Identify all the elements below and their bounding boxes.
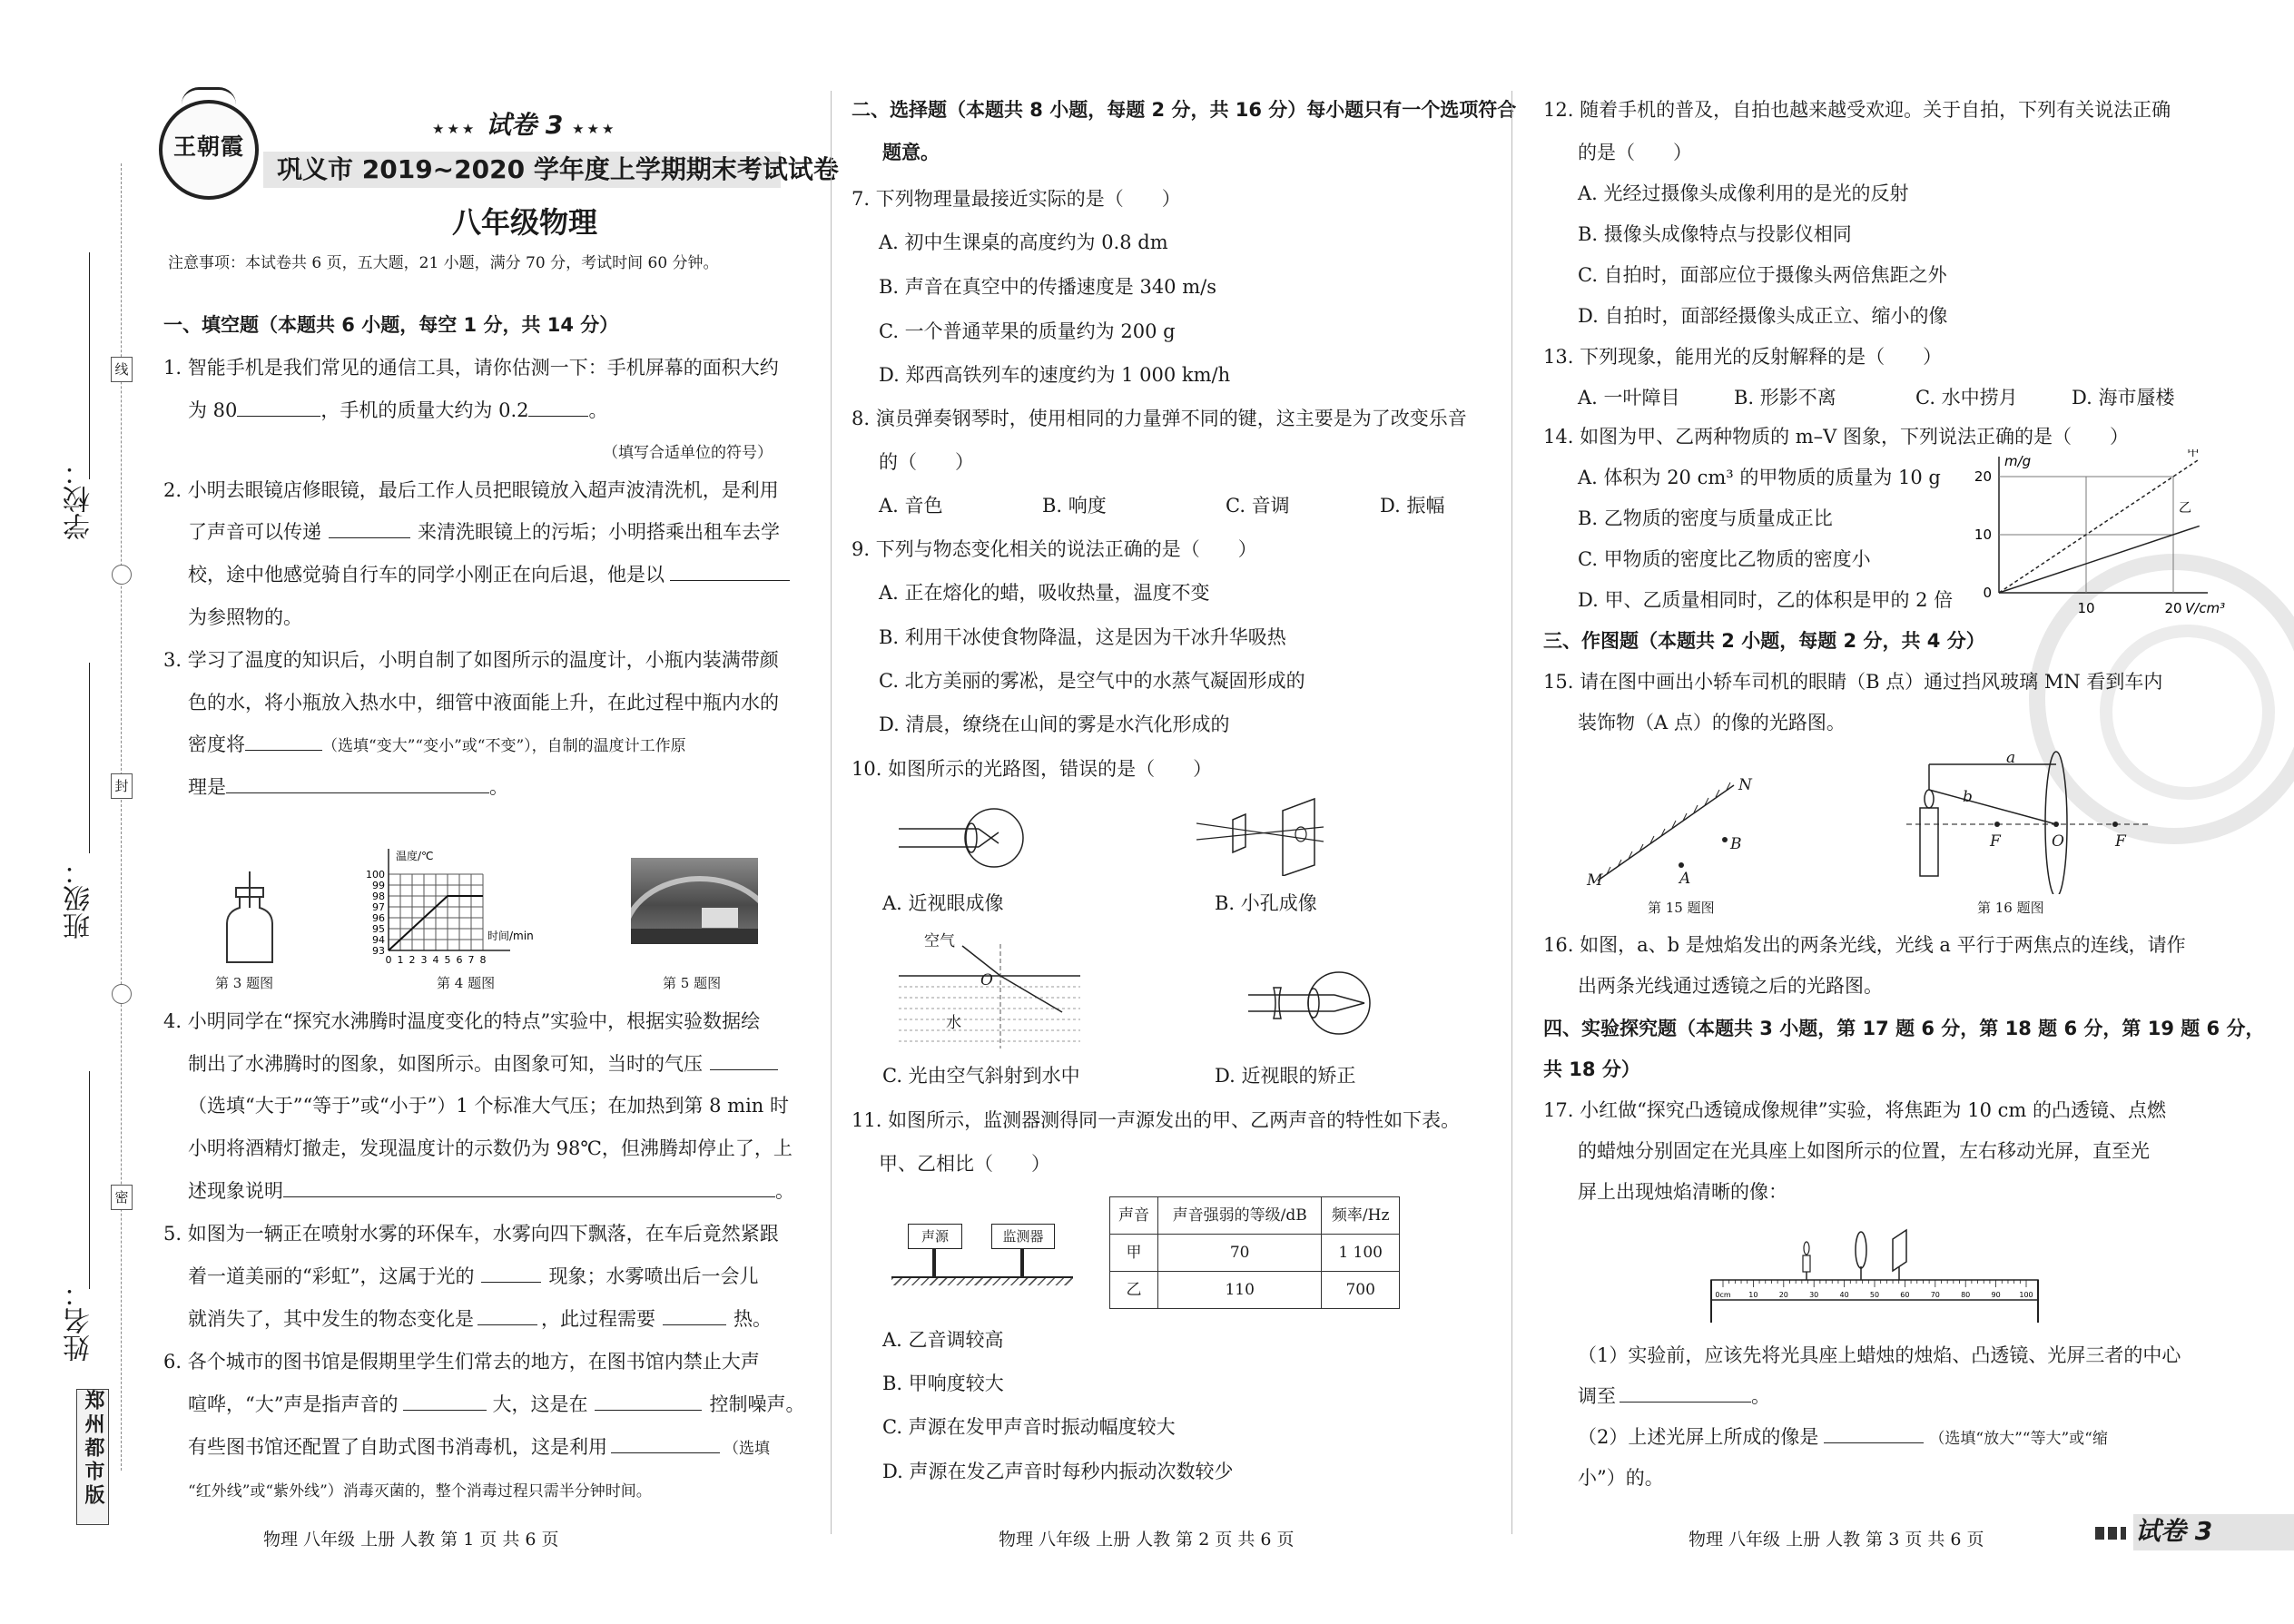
q6-blank-3[interactable] bbox=[611, 1429, 720, 1453]
bench-tick-label: 50 bbox=[1869, 1291, 1880, 1299]
q16-stem-2: 出两条光线通过透镜之后的光路图。 bbox=[1578, 975, 1883, 997]
q12-option-c[interactable]: C. 自拍时，面部应位于摄像头两倍焦距之外 bbox=[1578, 264, 1947, 286]
q11-sound-table bbox=[1109, 1196, 1400, 1309]
q4-text-b: 述现象说明 bbox=[188, 1180, 283, 1202]
q1-blank-1[interactable] bbox=[237, 392, 320, 417]
logo-crown-icon bbox=[182, 87, 236, 104]
q11-row-1-hz: 1 100 bbox=[1322, 1235, 1400, 1272]
q8-option-d[interactable]: D. 振幅 bbox=[1380, 495, 1445, 517]
q11-table-header bbox=[1110, 1197, 1400, 1235]
column-2 bbox=[844, 0, 1516, 1624]
q6-blank-1[interactable] bbox=[403, 1386, 487, 1411]
q5-text-c: 就消失了，其中发生的物态变化是 bbox=[188, 1308, 474, 1330]
q5-text-b: 现象；水雾喷出后一会儿 bbox=[548, 1265, 759, 1287]
publisher-logo bbox=[159, 100, 259, 200]
q17-text-d: （选填“放大”“等大”或“缩 bbox=[1929, 1430, 2108, 1448]
q2-text-b: 来清洗眼镜上的污垢；小明搭乘出租车去学 bbox=[418, 521, 780, 543]
q12-option-a[interactable]: A. 光经过摄像头成像利用的是光的反射 bbox=[1578, 182, 1909, 204]
q17-stem-3: 屏上出现烛焰清晰的像： bbox=[1578, 1181, 1787, 1203]
seal-mark-3: 密 bbox=[111, 1185, 133, 1210]
q10-figure-d-correction bbox=[1248, 962, 1375, 1044]
q17-stem-2: 的蜡烛分别固定在光具座上如图所示的位置，左右移动光屏，直至光 bbox=[1578, 1140, 2150, 1162]
optical-bench-svg bbox=[1707, 1221, 2043, 1330]
name-label: 姓名： bbox=[64, 1280, 95, 1362]
q9-option-c[interactable]: C. 北方美丽的雾凇，是空气中的水蒸气凝固形成的 bbox=[879, 670, 1305, 692]
q1-line-1: 1. 智能手机是我们常见的通信工具，请你估测一下：手机屏幕的面积大约 bbox=[163, 357, 779, 379]
page-2-footer: 物理 八年级 上册 人教 第 2 页 共 6 页 bbox=[999, 1530, 1295, 1550]
graph4-y-tick: 94 bbox=[372, 934, 385, 946]
section-4-title: 四、实验探究题（本题共 3 小题，第 17 题 6 分，第 18 题 6 分，第 19 题 6 分， bbox=[1543, 1018, 2265, 1039]
q16-stem-1: 16. 如图，a、b 是烛焰发出的两条光线，光线 a 平行于两焦点的连线，请作 bbox=[1543, 934, 2186, 956]
graph14-label-a: 甲 bbox=[2186, 449, 2200, 459]
q5-line-2 bbox=[188, 1255, 758, 1298]
column-divider-2 bbox=[1511, 91, 1512, 1534]
q7-option-d[interactable]: D. 郑西高铁列车的速度约为 1 000 km/h bbox=[879, 364, 1231, 386]
q17-part1-line-2 bbox=[1578, 1375, 1770, 1418]
q7-stem: 7. 下列物理量最接近实际的是（ ） bbox=[852, 188, 1181, 210]
q14-graph-svg bbox=[1961, 449, 2269, 622]
graph14-y-label: m/g bbox=[2004, 453, 2032, 469]
bench-tick-label: 100 bbox=[2019, 1291, 2033, 1299]
class-label: 班级： bbox=[64, 858, 95, 940]
q10-stem: 10. 如图所示的光路图，错误的是（ ） bbox=[852, 758, 1213, 780]
q3-text-b: （选填“变大”“变小”或“不变”），自制的温度计工作原 bbox=[322, 737, 686, 755]
q7-option-c[interactable]: C. 一个普通苹果的质量约为 200 g bbox=[879, 320, 1176, 342]
q4-blank-1[interactable] bbox=[710, 1046, 778, 1070]
q15-point-b bbox=[1722, 837, 1728, 842]
footer-tag: 试卷 3 bbox=[2135, 1516, 2213, 1546]
q2-text-c: 校，途中他感觉骑自行车的同学小刚正在向后退，他是以 bbox=[188, 564, 665, 586]
q16-center bbox=[2053, 822, 2059, 827]
star-icons-left: ★★★ bbox=[432, 121, 478, 137]
bench-tick-label: 0cm bbox=[1715, 1291, 1731, 1299]
seal-mark-1: 线 bbox=[111, 357, 133, 382]
q4-line-4: 小明将酒精灯撤走，发现温度计的示数仍为 98℃，但沸腾却停止了，上 bbox=[188, 1137, 793, 1159]
bench-tick-label: 80 bbox=[1961, 1291, 1971, 1299]
q6-text-a: 喧哗，“大”声是指声音的 bbox=[188, 1393, 399, 1415]
graph4-y-tick: 95 bbox=[372, 923, 385, 935]
subject-title: 八年级物理 bbox=[452, 205, 598, 240]
q17-part1-line-1: （1）实验前，应该先将光具座上蜡烛的烛焰、凸透镜、光屏三者的中心 bbox=[1578, 1344, 2181, 1366]
q2-blank-1[interactable] bbox=[329, 514, 410, 538]
q10-figure-c-water bbox=[899, 987, 1080, 1041]
q9-option-b[interactable]: B. 利用干冰使食物降温，这是因为干冰升华吸热 bbox=[879, 626, 1286, 648]
q3-text-d: 。 bbox=[489, 776, 508, 798]
q11-header-db: 声音强弱的等级/dB bbox=[1158, 1197, 1322, 1235]
q16-focus-right bbox=[2112, 822, 2118, 827]
footer-squares-icon bbox=[2095, 1527, 2126, 1540]
q15-stem-1: 15. 请在图中画出小轿车司机的眼睛（B 点）通过挡风玻璃 MN 看到车内 bbox=[1543, 671, 2163, 693]
q11-monitor-box: 监测器 bbox=[991, 1224, 1055, 1249]
figure-5-caption: 第 5 题图 bbox=[663, 975, 722, 991]
graph4-x-tick: 1 bbox=[397, 954, 404, 966]
q17-part2-line-2: 小”）的。 bbox=[1578, 1467, 1664, 1489]
q5-line-3 bbox=[188, 1298, 772, 1341]
graph14-x-tick: 10 bbox=[2077, 600, 2095, 616]
series-title: 试卷 3 bbox=[486, 110, 564, 140]
section-3-title: 三、作图题（本题共 2 小题，每题 2 分，共 4 分） bbox=[1543, 630, 1985, 652]
q17-part2-line-1 bbox=[1578, 1416, 2108, 1461]
bench-tick-label: 60 bbox=[1900, 1291, 1910, 1299]
graph14-x-label: V/cm³ bbox=[2185, 600, 2226, 616]
q11-header-sound: 声音 bbox=[1110, 1197, 1158, 1235]
q1-text-b: ，手机的质量大约为 0.2 bbox=[320, 399, 529, 421]
q10-origin-label: O bbox=[980, 971, 993, 989]
q12-stem-2: 的是（ ） bbox=[1578, 142, 1692, 163]
q11-row-2-db: 110 bbox=[1158, 1272, 1322, 1309]
figure-5-photo bbox=[631, 858, 758, 944]
q8-stem-2: 的（ ） bbox=[879, 451, 974, 473]
q16-figure bbox=[1906, 744, 2151, 894]
q10-water-label: 水 bbox=[946, 1014, 961, 1032]
q8-stem-1: 8. 演员弹奏钢琴时，使用相同的力量弹不同的键，这主要是为了改变乐音 bbox=[852, 408, 1467, 429]
section-2-title: 二、选择题（本题共 8 小题，每题 2 分，共 16 分）每小题只有一个选项符合 bbox=[852, 99, 1517, 121]
graph4-x-tick: 5 bbox=[444, 954, 451, 966]
q6-line-4 bbox=[188, 1469, 652, 1513]
notice: 注意事项：本试卷共 6 页，五大题，21 小题，满分 70 分，考试时间 60 分钟。 bbox=[168, 254, 719, 272]
optical-bench bbox=[1707, 1221, 2043, 1330]
q3-line-1: 3. 学习了温度的知识后，小明自制了如图所示的温度计，小瓶内装满带颜 bbox=[163, 649, 779, 671]
graph14-y-tick: 0 bbox=[1983, 585, 1992, 601]
graph4-y-tick: 98 bbox=[372, 891, 385, 902]
section-4-title-cont: 共 18 分） bbox=[1543, 1058, 1640, 1080]
graph4-x-tick: 2 bbox=[409, 954, 416, 966]
q4-line-5 bbox=[188, 1170, 794, 1213]
q17-stem-1: 17. 小红做“探究凸透镜成像规律”实验，将焦距为 10 cm 的凸透镜、点燃 bbox=[1543, 1099, 2166, 1121]
q14-option-b[interactable]: B. 乙物质的密度与质量成正比 bbox=[1578, 507, 1833, 529]
q16-focus-left bbox=[1994, 822, 2000, 827]
bench-screen bbox=[1893, 1230, 1906, 1271]
q10-figure-a-eye bbox=[899, 803, 1026, 876]
q8-option-c[interactable]: C. 音调 bbox=[1226, 495, 1290, 517]
graph4-x-tick: 8 bbox=[479, 954, 487, 966]
series-label bbox=[432, 107, 616, 147]
q6-line-2 bbox=[188, 1383, 804, 1426]
q1-hint: （填写合适单位的符号） bbox=[603, 444, 773, 462]
q7-option-a[interactable]: A. 初中生课桌的高度约为 0.8 dm bbox=[879, 231, 1168, 253]
q17-blank-2[interactable] bbox=[1824, 1419, 1924, 1443]
graph14-y-tick: 10 bbox=[1974, 527, 1992, 543]
q16-label-b: b bbox=[1963, 788, 1973, 806]
q14-graph bbox=[1961, 449, 2269, 622]
q11-option-b[interactable]: B. 甲响度较大 bbox=[882, 1373, 1004, 1394]
school-label: 学校： bbox=[64, 458, 95, 540]
q13-option-a[interactable]: A. 一叶障目 bbox=[1578, 387, 1680, 408]
q11-option-c[interactable]: C. 声源在发甲声音时振动幅度较大 bbox=[882, 1416, 1176, 1438]
q9-option-d[interactable]: D. 清晨，缭绕在山间的雾是水汽化形成的 bbox=[879, 714, 1230, 735]
q2-blank-2[interactable] bbox=[670, 556, 790, 581]
q5-line-1: 5. 如图为一辆正在喷射水雾的环保车，水雾向四下飘落，在车后竟然紧跟 bbox=[163, 1223, 779, 1245]
graph4-y-tick: 100 bbox=[366, 869, 385, 881]
q11-option-d[interactable]: D. 声源在发乙声音时每秒内振动次数较少 bbox=[882, 1461, 1234, 1482]
q6-text-b: 大，这是在 bbox=[492, 1393, 588, 1415]
q16-label-o: O bbox=[2052, 832, 2064, 851]
logo-text: 王朝霞 bbox=[172, 133, 244, 160]
q4-text-a: 制出了水沸腾时的图象，如图所示。由图象可知，当时的气压 bbox=[188, 1053, 703, 1075]
page-1-footer: 物理 八年级 上册 人教 第 1 页 共 6 页 bbox=[263, 1530, 559, 1550]
bench-tick-label: 20 bbox=[1778, 1291, 1788, 1299]
q2-line-1: 2. 小明去眼镜店修眼镜，最后工作人员把眼镜放入超声波清洗机，是利用 bbox=[163, 479, 779, 501]
q6-text-d: 有些图书馆还配置了自助式图书消毒机，这是利用 bbox=[188, 1436, 607, 1458]
q16-flame bbox=[1925, 790, 1934, 808]
column-divider-1 bbox=[831, 91, 832, 1534]
q5-text-e: 热。 bbox=[733, 1308, 772, 1330]
q10-option-d[interactable]: D. 近视眼的矫正 bbox=[1215, 1065, 1356, 1087]
q2-line-2 bbox=[188, 511, 780, 554]
bench-tick-label: 30 bbox=[1809, 1291, 1819, 1299]
q16-label-f2: F bbox=[2115, 832, 2126, 851]
table-row bbox=[1110, 1235, 1400, 1272]
section-2-title-cont: 题意。 bbox=[882, 142, 940, 163]
q11-row-1-db: 70 bbox=[1158, 1235, 1322, 1272]
candle-body bbox=[1803, 1255, 1810, 1272]
q11-header-hz: 频率/Hz bbox=[1322, 1197, 1400, 1235]
q16-label-a: a bbox=[2006, 749, 2016, 767]
q13-option-b[interactable]: B. 形影不离 bbox=[1734, 387, 1836, 408]
q1-text-a: 为 80 bbox=[188, 399, 238, 421]
q11-row-2-hz: 700 bbox=[1322, 1272, 1400, 1309]
q1-blank-2[interactable] bbox=[528, 392, 588, 417]
q11-figure-setup bbox=[891, 1216, 1073, 1289]
graph4-y-tick: 97 bbox=[372, 901, 385, 913]
q16-ray-b bbox=[1929, 790, 2056, 824]
q15-stem-2: 装饰物（A 点）的像的光路图。 bbox=[1578, 712, 1846, 733]
q11-row-1-sound: 甲 bbox=[1110, 1235, 1158, 1272]
q5-text-d: ，此过程需要 bbox=[541, 1308, 655, 1330]
q10-option-a[interactable]: A. 近视眼成像 bbox=[882, 892, 1004, 914]
q4-line-1: 4. 小明同学在“探究水沸腾时温度变化的特点”实验中，根据实验数据绘 bbox=[163, 1010, 761, 1032]
q15-caption: 第 15 题图 bbox=[1648, 900, 1715, 916]
figure-3-thermometer bbox=[218, 871, 281, 967]
q12-stem-1: 12. 随着手机的普及，自拍也越来越受欢迎。关于自拍，下列有关说法正确 bbox=[1543, 99, 2171, 121]
q6-text-c: 控制噪声。 bbox=[709, 1393, 805, 1415]
graph14-line-b bbox=[1999, 526, 2200, 593]
q2-text-a: 了声音可以传递 bbox=[188, 521, 321, 543]
q14-option-c[interactable]: C. 甲物质的密度比乙物质的密度小 bbox=[1578, 548, 1871, 570]
q11-source-stand bbox=[932, 1249, 936, 1276]
graph4-y-tick: 93 bbox=[372, 945, 385, 957]
q11-ground bbox=[891, 1276, 1073, 1285]
q11-monitor-stand bbox=[1020, 1249, 1024, 1276]
q6-text-e: （选填 bbox=[724, 1440, 770, 1458]
q11-row-2-sound: 乙 bbox=[1110, 1272, 1158, 1309]
figure-4-svg bbox=[354, 812, 599, 971]
edition-label: 郑州都市版 bbox=[82, 1390, 104, 1508]
q16-caption: 第 16 题图 bbox=[1977, 900, 2044, 916]
q10-figure-c-refraction bbox=[899, 944, 1080, 1048]
q17-text-a: 调至 bbox=[1578, 1385, 1616, 1407]
q2-line-4: 为参照物的。 bbox=[188, 606, 302, 628]
q7-option-b[interactable]: B. 声音在真空中的传播速度是 340 m/s bbox=[879, 276, 1216, 298]
q11-source-box: 声源 bbox=[908, 1224, 962, 1249]
seal-mark-2: 封 bbox=[111, 773, 133, 799]
candle-flame bbox=[1804, 1242, 1809, 1255]
q3-line-3 bbox=[188, 723, 686, 768]
q13-option-d[interactable]: D. 海市蜃楼 bbox=[2072, 387, 2175, 408]
q3-text-a: 密度将 bbox=[188, 733, 245, 755]
page-3-footer: 物理 八年级 上册 人教 第 3 页 共 6 页 bbox=[1689, 1530, 1984, 1550]
q14-option-a[interactable]: A. 体积为 20 cm³ 的甲物质的质量为 10 g bbox=[1578, 467, 1941, 488]
graph14-y-tick: 20 bbox=[1974, 468, 1992, 485]
column-1 bbox=[0, 0, 844, 1624]
bench-lens bbox=[1856, 1232, 1866, 1268]
bench-tick-label: 10 bbox=[1748, 1291, 1758, 1299]
q16-candle bbox=[1920, 808, 1938, 876]
q15-label-a: A bbox=[1679, 870, 1691, 888]
q4-text-c: 。 bbox=[775, 1180, 794, 1202]
q11-stem-2: 甲、乙相比（ ） bbox=[879, 1153, 1050, 1175]
bench-tick-label: 40 bbox=[1839, 1291, 1849, 1299]
q13-option-c[interactable]: C. 水中捞月 bbox=[1915, 387, 2018, 408]
figure-4-caption: 第 4 题图 bbox=[437, 975, 496, 991]
q3-blank-2[interactable] bbox=[226, 769, 489, 793]
q6-blank-2[interactable] bbox=[595, 1386, 702, 1411]
graph4-x-tick: 7 bbox=[468, 954, 475, 966]
graph14-line-a bbox=[1999, 459, 2200, 593]
q8-option-b[interactable]: B. 响度 bbox=[1042, 495, 1107, 517]
q6-text-f: “红外线”或“紫外线”）消毒灭菌的，整个消毒过程只需半分钟时间。 bbox=[188, 1482, 652, 1501]
figure-5-truck bbox=[702, 908, 738, 928]
q3-blank-1[interactable] bbox=[245, 726, 322, 751]
q6-line-3 bbox=[188, 1426, 770, 1471]
bench-tick-label: 90 bbox=[1991, 1291, 2001, 1299]
q16-label-f1: F bbox=[1990, 832, 2001, 851]
q10-option-b[interactable]: B. 小孔成像 bbox=[1215, 892, 1317, 914]
q10-air-label: 空气 bbox=[924, 932, 955, 950]
q4-line-3: （选填“大于”“等于”或“小于”）1 个标准大气压；在加热到第 8 min 时 bbox=[188, 1095, 789, 1117]
q4-line-2 bbox=[188, 1043, 778, 1086]
graph4-y-tick: 99 bbox=[372, 880, 385, 891]
q15-figure bbox=[1589, 767, 1752, 894]
q10-figure-b-pinhole bbox=[1196, 794, 1333, 876]
q5-text-a: 着一道美丽的“彩虹”，这属于光的 bbox=[188, 1265, 475, 1287]
q1-text-c: 。 bbox=[588, 399, 608, 421]
graph4-x-tick: 6 bbox=[456, 954, 463, 966]
q3-text-c: 理是 bbox=[188, 776, 226, 798]
graph4-x-tick: 3 bbox=[420, 954, 428, 966]
q8-option-a[interactable]: A. 音色 bbox=[879, 495, 943, 517]
q6-line-1: 6. 各个城市的图书馆是假期里学生们常去的地方，在图书馆内禁止大声 bbox=[163, 1351, 760, 1373]
exam-title: 巩义市 2019~2020 学年度上学期期末考试试卷 bbox=[277, 154, 839, 184]
graph4-x-tick: 0 bbox=[385, 954, 392, 966]
column-3 bbox=[1534, 0, 2294, 1624]
q15-label-m: M bbox=[1587, 871, 1603, 890]
q13-stem: 13. 下列现象，能用光的反射解释的是（ ） bbox=[1543, 346, 1943, 368]
q1-line-2 bbox=[188, 389, 607, 432]
q12-option-d[interactable]: D. 自拍时，面部经摄像头成正立、缩小的像 bbox=[1578, 305, 1948, 327]
q3-line-4 bbox=[188, 766, 508, 809]
q4-blank-2[interactable] bbox=[283, 1173, 775, 1197]
q5-blank-2[interactable] bbox=[478, 1301, 537, 1325]
q2-line-3 bbox=[188, 554, 790, 596]
q9-option-a[interactable]: A. 正在熔化的蜡，吸收热量，温度不变 bbox=[879, 582, 1210, 604]
section-1-title: 一、填空题（本题共 6 小题，每空 1 分，共 14 分） bbox=[163, 314, 619, 336]
q3-line-2: 色的水，将小瓶放入热水中，细管中液面能上升，在此过程中瓶内水的 bbox=[188, 692, 779, 714]
figure-3-caption: 第 3 题图 bbox=[215, 975, 274, 991]
q10-option-c[interactable]: C. 光由空气斜射到水中 bbox=[882, 1065, 1080, 1087]
q15-label-n: N bbox=[1738, 776, 1752, 794]
star-icons-right: ★★★ bbox=[572, 121, 617, 137]
graph4-x-label: 时间/min bbox=[487, 930, 534, 942]
figure-4-graph bbox=[354, 812, 599, 971]
bench-tick-label: 70 bbox=[1930, 1291, 1940, 1299]
graph4-x-tick: 4 bbox=[432, 954, 439, 966]
q17-text-c: （2）上述光屏上所成的像是 bbox=[1578, 1426, 1819, 1448]
q11-option-a[interactable]: A. 乙音调较高 bbox=[882, 1329, 1004, 1351]
q15-label-b: B bbox=[1730, 835, 1742, 853]
q12-option-b[interactable]: B. 摄像头成像特点与投影仪相同 bbox=[1578, 223, 1852, 245]
q9-stem: 9. 下列与物态变化相关的说法正确的是（ ） bbox=[852, 538, 1257, 560]
q17-text-b: 。 bbox=[1751, 1385, 1770, 1407]
graph14-label-b: 乙 bbox=[2179, 500, 2191, 516]
graph4-y-label: 温度/℃ bbox=[396, 850, 434, 862]
q5-blank-1[interactable] bbox=[481, 1258, 541, 1283]
figure-5-road bbox=[631, 929, 758, 944]
q17-blank-1[interactable] bbox=[1620, 1378, 1751, 1403]
q5-blank-3[interactable] bbox=[663, 1301, 726, 1325]
graph14-x-tick: 20 bbox=[2164, 600, 2182, 616]
table-row bbox=[1110, 1272, 1400, 1309]
graph4-y-tick: 96 bbox=[372, 912, 385, 924]
q11-stem-1: 11. 如图所示，监测器测得同一声源发出的甲、乙两声音的特性如下表。 bbox=[852, 1109, 1461, 1131]
q14-stem: 14. 如图为甲、乙两种物质的 m–V 图象，下列说法正确的是（ ） bbox=[1543, 426, 2129, 448]
q14-option-d[interactable]: D. 甲、乙质量相同时，乙的体积是甲的 2 倍 bbox=[1578, 589, 1954, 611]
